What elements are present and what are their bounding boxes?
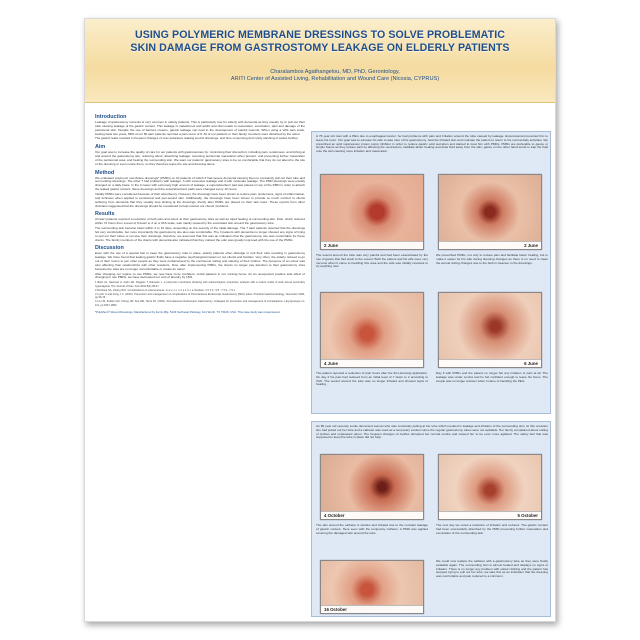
method-paragraph: Initially PMDs were considered because of their absorbency. However, the dressings have been shown to reduce pain, tenderness, signs of inflammation, and itchiness when applied to peristomal and peri-wound skin. Additionally, the dressings have been shown to provide so much comfort to clients suffering from dementia that they usually stop picking at the dressings shortly after PMDs are placed on their skin tears. These reports from other clinicians suggested that the dressings should be considered to help resolve our clients' problems. (95, 191, 305, 208)
aim-paragraph: Our goal was to increase the quality of care for our patients with gastrostomies by: minimising their discomfort, including pain, tenderness, and itching at and around the gastrostomy site; reducing odour; absorbing leakage; reversing peristomal maceration when present, and preventing further maceration of the peristomal area; and healing the surrounding skin. We want our patients' gastrostomy sites to be so comfortable that they do not attend to the site or the dressing or even notice them, so they therefore leave the site and dressing alone. (95, 150, 305, 166)
author-name: Charalambos Agathangelou, MD, PhD, Gerontology, (270, 69, 400, 75)
case1-photo-2-label: 2 June (439, 241, 541, 249)
poster-title (91, 29, 549, 54)
title-line-1: USING POLYMERIC MEMBRANE DRESSINGS TO SOLVE PROBLEMATIC (134, 29, 506, 41)
case1-photo-4 (438, 292, 542, 368)
case1-intro: A 76 year old man with a PEG due to esophageal cancer; he had problems with pain and irritation around the tube caused by leakage. Enterostomal prevented him to leave his room. Our goal was to educate his wife to take care of his gastrostomy, heal the irritated skin and motivate the patient to return to his normal daily activities. We prescribed an acid suppression proton pump inhibitor in order to reduce gastric acid secretion and started to treat him with PMDs. PMDs are preferable to gauze or simple foams as they reduce pain by affecting the nociceptors, facilitate faster healing and draw fluid away from the skin; gauze on the other hand tends to trap the fluid onto the skin causing more irritation and maceration. (316, 134, 548, 154)
case1-text-b: We prescribed PMDs, not only to reduce pain and facilitate faster healing, but to make it easier for his wife during dressing changes as there is no need to clean the wound during changes due to the built in cleanser in the dressings. (436, 253, 548, 265)
author-affiliation: ARITI Center of Assisted Living, Rehabilitation and Wound Care (Nicosia, CYPRUS) (230, 76, 440, 82)
case1-photo-1 (320, 174, 424, 250)
introduction-heading: Introduction (95, 114, 127, 120)
case2-intro: An 80 year old severely senile demented woman who was constantly pulling at her tube which resulted in leakage and irritation of the surrounding skin. At this occasion she had pulled out her tube and a catheter was used as a temporary solution since the regular gastrostomy tubes were not available. Her family complained about soiling of clothes and unpleasant odour. The frequent changes of clothes disrupted her normal routine and caused her to be even more agitated. The safety belt that was supposed to keep the tube in place did not help. (316, 424, 548, 440)
results-paragraph: The surrounding skin became intact within 3 to 10 days, depending on the severity of the initial damage. The 7 alert patients reported that the dressings felt very comfortable, but more importantly the gastrostomy site also was comfortable. The 3 patients with dementia no longer showed any signs of trying to pull out their tubes or remove their dressings; therefore, we assumed that this was an indication that the gastrostomy site was comfortable for these clients. The family members of the clients with dementia also indicated that they noticed the odor was greatly improved with the use of the PMDs. (95, 226, 305, 242)
case1-photo-2 (438, 174, 542, 250)
case-study-1 (311, 131, 551, 414)
title-line-2: SKIN DAMAGE FROM GASTROSTOMY LEAKAGE ON ELDERLY PATIENTS (130, 41, 510, 54)
case2-photo-2-label: 5 October (439, 511, 541, 519)
case1-photo-1-label: 2 June (321, 241, 423, 249)
case1-text-c: The patient reported a reduction of pain hours after the first dressing application. On day 2 his pain had reduced from an initial level of 7 down to 2 according to VAS. The wound around the tube was no longer irritated and showed signs of healing. (316, 371, 428, 387)
reference-item: 1 Beitz AJ, Newman A, Kahn AR, Ruggles T, Eikmeier L. A polymeric membrane dressing with antinociceptive properties: analysis with a rodent model of stab wound secondary hyperalgesia. The Journal of Pain. Feb 2004;5(1):38-47. (95, 281, 305, 288)
authors-block (125, 69, 545, 83)
reference-item: 4 Lin HS, Ibrahim HZ, Kheng JW, Fee WE, Terris DJ. (2001). Percutaneous Endoscopic Gastrostomy: strategies for prevention and management of complications. Laryngoscope no. 111, pp 1847-1852. (95, 300, 305, 307)
case1-text-d: Day 6 with PMDs and the patient no longer felt any irritation or pain at all. The leakage was under control and he felt confident enough to leave his home. The couple was no longer anxious when it came to handling the PEG. (436, 371, 548, 383)
introduction-paragraph: Leakage of gastrostomy contents is very common in elderly patients. This is particularly true for elderly with dementia as they usually try to pull out their tube causing leakage of the gastric content. This leakage is malodorous and acidic and often leads to maceration, excoriation, pain and damage of the peristomal skin. Despite the use of barriers creams, gastric leakage can lead to the development of painful wounds. When using a VAS pain scale, looking back two years, 88% of our 60 alert patients reported a pain score of 8. All of our patients or their family members were disturbed by the odour. (95, 120, 305, 136)
left-column (95, 111, 305, 615)
case-study-2 (311, 421, 551, 617)
case2-photo-3 (320, 560, 424, 614)
introduction-paragraph: The gastric leaks resulted in frequent changes of over-saturated, leaking wound dressings, and time consuming and costly washing of soiled clothes. (95, 136, 299, 141)
case1-photo-3 (320, 292, 424, 368)
case2-photo-1-label: 4 October (321, 511, 423, 519)
case2-photo-1 (320, 454, 424, 520)
case2-photo-2 (438, 454, 542, 520)
aim-heading: Aim (95, 144, 106, 151)
method-heading: Method (95, 169, 115, 176)
results-paragraph: All alert patients reported a reduction of both pain and odour at their gastrostomy sites as well as rapid healing of surrounding skin. Pain, which reduced within 72 hours from a level of 8 down to 3 on a VAS scale, was mainly caused by the excoriated skin around the gastrostomy tube. (95, 217, 305, 226)
method-paragraph: We evaluated polymeric membrane dressings* (PMDs) on 10 patients of which 3 had severe dementia causing them to constantly pull out their tube and surrounding dressings. The other 7 had problems with leakage, 3 with excessive leakage and 4 with moderate leakage. The PMD dressings were usually changed on a daily basis. In the 3 cases with extremely high amount of leakage, a superabsorbent pad was placed on top of the PMD in order to absorb the leaked gastric content; these dressings and the superabsorbent pads were changed every 12 hours. (95, 175, 305, 192)
reference-item: 2 McClave SA, Chang W-K. Complications of enteral access. G a s t r o i n t e s t i n a l Endosc. 2 0 0 3 ; 5 8 : 7 3 9 - 7 5 1 . (95, 288, 237, 292)
reference-item: 3 Lynch C and Fang J C. (2004). Prevention and management of complications of Percutaneous Endoscopic Gastrostomy (PEG) tubes. Practical Gastroenterology, November 2004, pp 66-76. (95, 292, 305, 300)
poster (84, 18, 556, 622)
case1-text-a: The wound around the tube was very painful and had been exacerbated by the use of gauze that had stuck to the wound. Both the patient and his wife were very nervous when it came to handling this area and the wife was initially reluctant to try anything new. (316, 253, 428, 269)
case2-text-c: We could now replace the catheter with a gastrostomy tube as they were finally available again. The surrounding skin is almost healed and displays no signs of irritation. There is no longer any problem with soiled clothing and the patient has stopped trying to pull out her tube, we take this as an indication that the dressing was comfortable and pain reduced to a minimum. (436, 559, 548, 579)
references-list (95, 281, 305, 306)
poster-header (85, 19, 555, 103)
case1-photo-4-label: 6 June (439, 359, 541, 367)
discussion-heading: Discussion (95, 245, 124, 252)
discussion-paragraph: After changing our regime to use PMDs, we now have more confident, social patients in our nursing home. As an unexpected positive side effect of changing to use PMDs, we have decreased our cost of laundry by 15%. (95, 271, 305, 280)
results-heading: Results (95, 211, 115, 218)
case2-photo-3-label: 16 October (321, 605, 423, 613)
case2-text-a: The skin around the catheter is swollen and irritated due to the constant leakage of gastric content. Here seen with the temporary catheter. A PMD was applied covering the damaged skin around the tube. (316, 523, 428, 535)
discussion-paragraph: Even with the use of a special belt to keep the gastrostomy tube in place, elderly patients often dislodge or pull their tube resulting in gastrostomy leakage. We have found that leaking gastric fluids have a negative psychological impact on our clients and families. Very often, the elderly refused to go out of their rooms to join other people as they were embarrassed by the continuous soiling and staining of their clothes. The presence of an odour was also affecting their relationships with other residents. Now, after implementing PMDs, the clients no longer pay attention to their gastrostomy sites because the sites are no longer uncomfortable or create an odour. (95, 251, 305, 271)
product-footnote: *PolyMem® Wound Dressings, Manufactured by Ferris Mfg. 5133 Northeast Parkway, Fort Worth, TX 76106, USA. This case study was unsponsored. (95, 309, 281, 314)
case1-photo-3-label: 4 June (321, 359, 423, 367)
case2-text-b: The next day we noted a reduction of irritation and redness. The gastric content had been successfully absorbed by the PMD preventing further maceration and excoriation of the surrounding skin. (436, 523, 548, 535)
